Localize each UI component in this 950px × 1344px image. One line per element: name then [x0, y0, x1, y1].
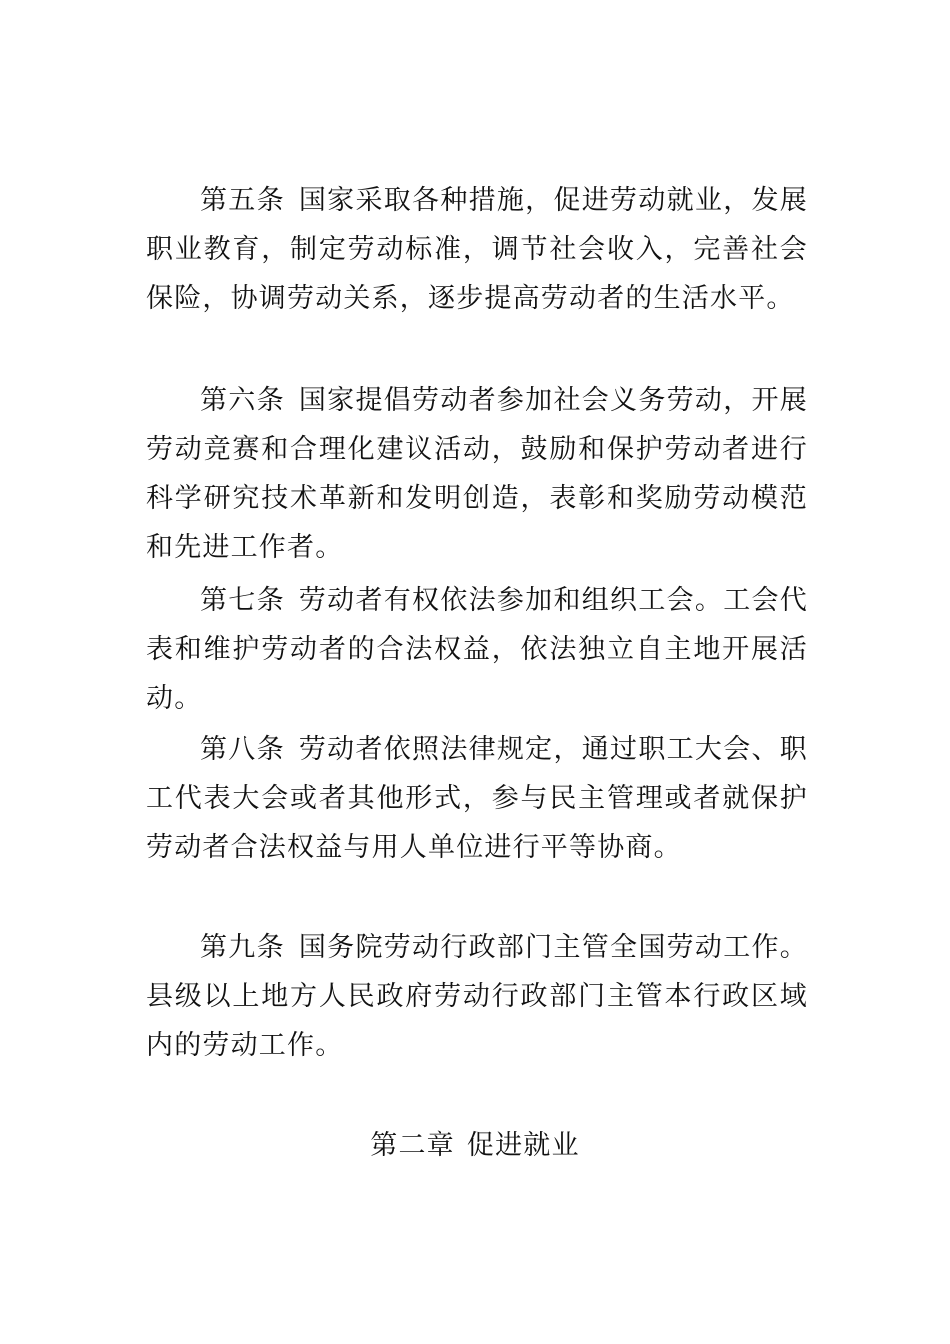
article-text: 国家提倡劳动者参加社会义务劳动，开展劳动竞赛和合理化建议活动，鼓励和保护劳动者进行科学研究技术革新和发明创造，表彰和奖励劳动模范和先进工作者。 — [146, 385, 808, 563]
article-5 — [146, 176, 808, 323]
article-number: 第六条 — [200, 385, 285, 416]
article-text: 国家采取各种措施，促进劳动就业，发展职业教育，制定劳动标准，调节社会收入，完善社会保险，协调劳动关系，逐步提高劳动者的生活水平。 — [146, 185, 808, 314]
article-6 — [146, 376, 808, 572]
article-9 — [146, 923, 808, 1070]
article-number: 第八条 — [200, 734, 285, 765]
article-8 — [146, 725, 808, 872]
chapter-number: 第二章 — [370, 1130, 455, 1161]
article-text: 劳动者有权依法参加和组织工会。工会代表和维护劳动者的合法权益，依法独立自主地开展活动。 — [146, 585, 808, 714]
article-number: 第五条 — [200, 185, 285, 216]
article-number: 第七条 — [200, 585, 285, 616]
chapter-heading — [0, 1121, 950, 1170]
article-number: 第九条 — [200, 932, 285, 963]
article-text: 劳动者依照法律规定，通过职工大会、职工代表大会或者其他形式，参与民主管理或者就保护劳动者合法权益与用人单位进行平等协商。 — [146, 734, 808, 863]
article-text: 国务院劳动行政部门主管全国劳动工作。县级以上地方人民政府劳动行政部门主管本行政区域内的劳动工作。 — [146, 932, 808, 1061]
chapter-title: 促进就业 — [466, 1130, 580, 1161]
article-7 — [146, 576, 808, 723]
